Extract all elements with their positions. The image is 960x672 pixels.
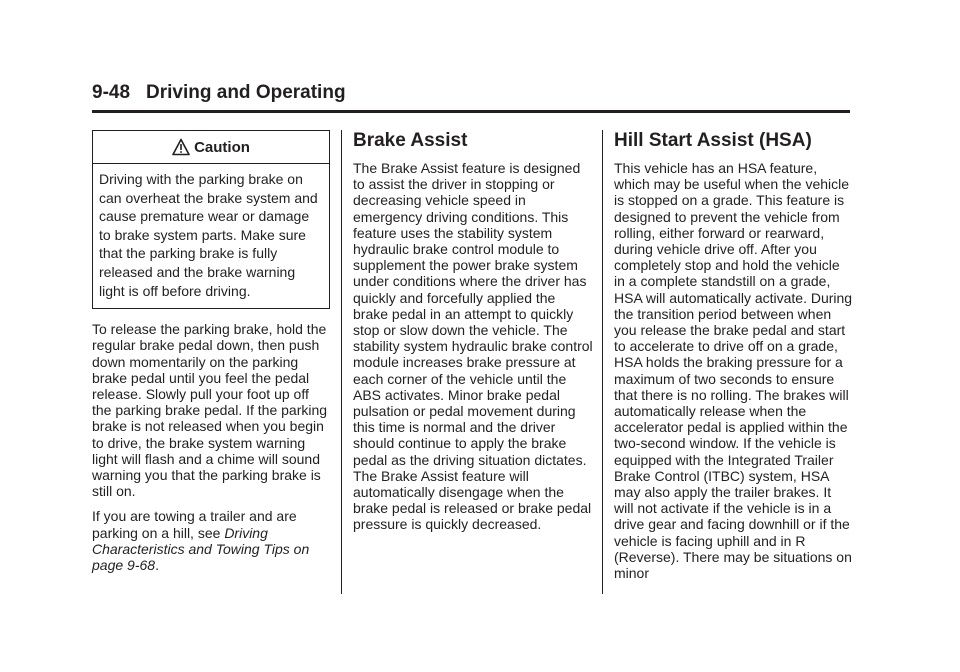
caution-box	[92, 130, 330, 309]
caution-header	[93, 131, 329, 164]
parking-brake-release-paragraph: To release the parking brake, hold the regular brake pedal down, then push down momentarily on the parking brake pedal until you feel the pedal release. Slowly pull your foot up off the parking brake pedal. If the parking brake is not released when you begin to drive, the brake system warning light will flash and a chime will sound warning you that the parking brake is still on.	[92, 321, 328, 500]
brake-assist-heading: Brake Assist	[353, 130, 468, 151]
page-header	[92, 80, 850, 106]
column-divider	[602, 130, 603, 594]
page-number: 9-48	[92, 82, 131, 103]
column-right	[614, 130, 854, 581]
column-divider	[341, 130, 342, 594]
caution-title: Caution	[194, 138, 250, 156]
column-middle	[353, 130, 593, 533]
section-title: Driving and Operating	[146, 82, 346, 103]
caution-text: Driving with the parking brake on can overheat the brake system and cause premature wear or damage to brake system parts. Make sure that the parking brake is fully released and the brake warning light is off before driving.	[99, 171, 318, 299]
caution-triangle-icon	[172, 138, 190, 156]
header-rule	[92, 110, 850, 113]
header-text	[92, 80, 850, 106]
hsa-paragraph: This vehicle has an HSA feature, which may be useful when the vehicle is stopped on a grade. This feature is designed to prevent the vehicle from rolling, either forward or rearward, during vehicle drive off. After you completely stop and hold the vehicle in a complete standstill on a grade, HSA will automatically activate. During the transition period between when you release the brake pedal and start to accelerate to drive off on a grade, HSA holds the braking pressure for a maximum of two seconds to ensure that there is no rolling. The brakes will automatically release when the accelerator pedal is applied within the two-second window. If the vehicle is equipped with the Integrated Trailer Brake Control (ITBC) system, HSA may also apply the trailer brakes. It will not activate if the vehicle is in a drive gear and facing downhill or if the vehicle is facing uphill and in R (Reverse). There may be situations on minor	[614, 160, 853, 582]
towing-paragraph	[92, 508, 330, 573]
towing-end: .	[155, 557, 159, 573]
hsa-heading: Hill Start Assist (HSA)	[614, 130, 812, 151]
brake-assist-paragraph: The Brake Assist feature is designed to assist the driver in stopping or decreasing vehicle speed in emergency driving conditions. This feature uses the stability system hydraulic brake control module to supplement the power brake system under conditions where the driver has quickly and forcefully applied the brake pedal in an attempt to quickly stop or slow down the vehicle. The stability system hydraulic brake control module increases brake pressure at each corner of the vehicle until the ABS activates. Minor brake pedal pulsation or pedal movement during this time is normal and the driver should continue to apply the brake pedal as the driving situation dictates. The Brake Assist feature will automatically disengage when the brake pedal is released or brake pedal pressure is quickly decreased.	[353, 160, 593, 533]
column-left	[92, 130, 330, 573]
cross-reference-link[interactable]: Driving Characteristics and Towing Tips on page 9-68	[92, 524, 310, 573]
towing-lead: If you are towing a trailer and are parking on a hill, see	[92, 508, 297, 541]
